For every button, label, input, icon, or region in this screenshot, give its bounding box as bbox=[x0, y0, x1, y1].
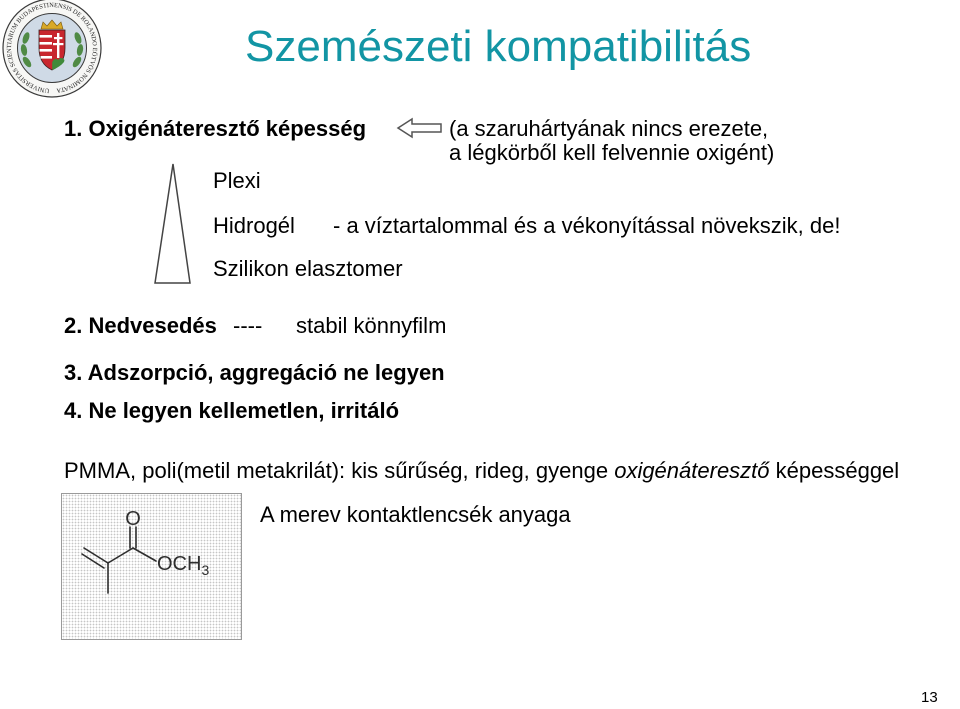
alpha-carbon-bond bbox=[108, 548, 133, 563]
pmma-emphasis: oxigénáteresztő bbox=[614, 458, 770, 483]
vinyl-double-bond-a bbox=[84, 548, 108, 563]
section2-detail: stabil könnyfilm bbox=[296, 313, 447, 338]
slide-title: Szemészeti kompatibilitás bbox=[245, 22, 752, 71]
structure-figure bbox=[61, 493, 242, 640]
page-number: 13 bbox=[921, 689, 938, 706]
vinyl-double-bond-b bbox=[82, 554, 104, 568]
ranking-item-plexi: Plexi bbox=[213, 168, 261, 193]
ranking-item-hidrogel: Hidrogél bbox=[213, 213, 295, 238]
hydrogel-note: - a víztartalommal és a vékonyítással növekszik, de! bbox=[333, 213, 841, 238]
carbonyl-oxygen-label: O bbox=[125, 508, 141, 530]
section2-dash: ---- bbox=[233, 313, 263, 338]
section4-heading: 4. Ne legyen kellemetlen, irritáló bbox=[64, 398, 400, 423]
university-seal-logo bbox=[0, 0, 106, 98]
section3-heading: 3. Adszorpció, aggregáció ne legyen bbox=[64, 360, 445, 385]
seal-lettering: UNIVERSITAS SCIENTIARUM BUDAPESTINENSIS DE ROLANDO EÖTVÖS NOMINATA bbox=[5, 1, 99, 94]
oxygen-note-line2: a légkörből kell felvennie oxigént) bbox=[449, 140, 775, 165]
pmma-description bbox=[64, 458, 899, 484]
ester-group-label bbox=[157, 553, 209, 578]
methyl-methacrylate-structure bbox=[62, 494, 241, 639]
ester-group-text: OCH bbox=[157, 553, 202, 575]
permeability-ranking-triangle bbox=[150, 160, 196, 288]
ester-bond bbox=[133, 548, 156, 561]
pmma-text-after: képességgel bbox=[769, 458, 900, 483]
oxygen-note-line1: (a szaruhártyának nincs erezete, bbox=[449, 116, 769, 141]
pmma-text-before: PMMA, poli(metil metakrilát): kis sűrűség, rideg, gyenge bbox=[64, 458, 615, 483]
left-arrow-icon bbox=[396, 117, 444, 139]
structure-caption: A merev kontaktlencsék anyaga bbox=[260, 502, 571, 527]
ester-group-subscript: 3 bbox=[201, 562, 210, 578]
section1-heading: 1. Oxigénáteresztő képesség bbox=[64, 116, 367, 141]
ranking-item-szilikon: Szilikon elasztomer bbox=[213, 256, 403, 281]
section2-heading: 2. Nedvesedés bbox=[64, 313, 217, 338]
